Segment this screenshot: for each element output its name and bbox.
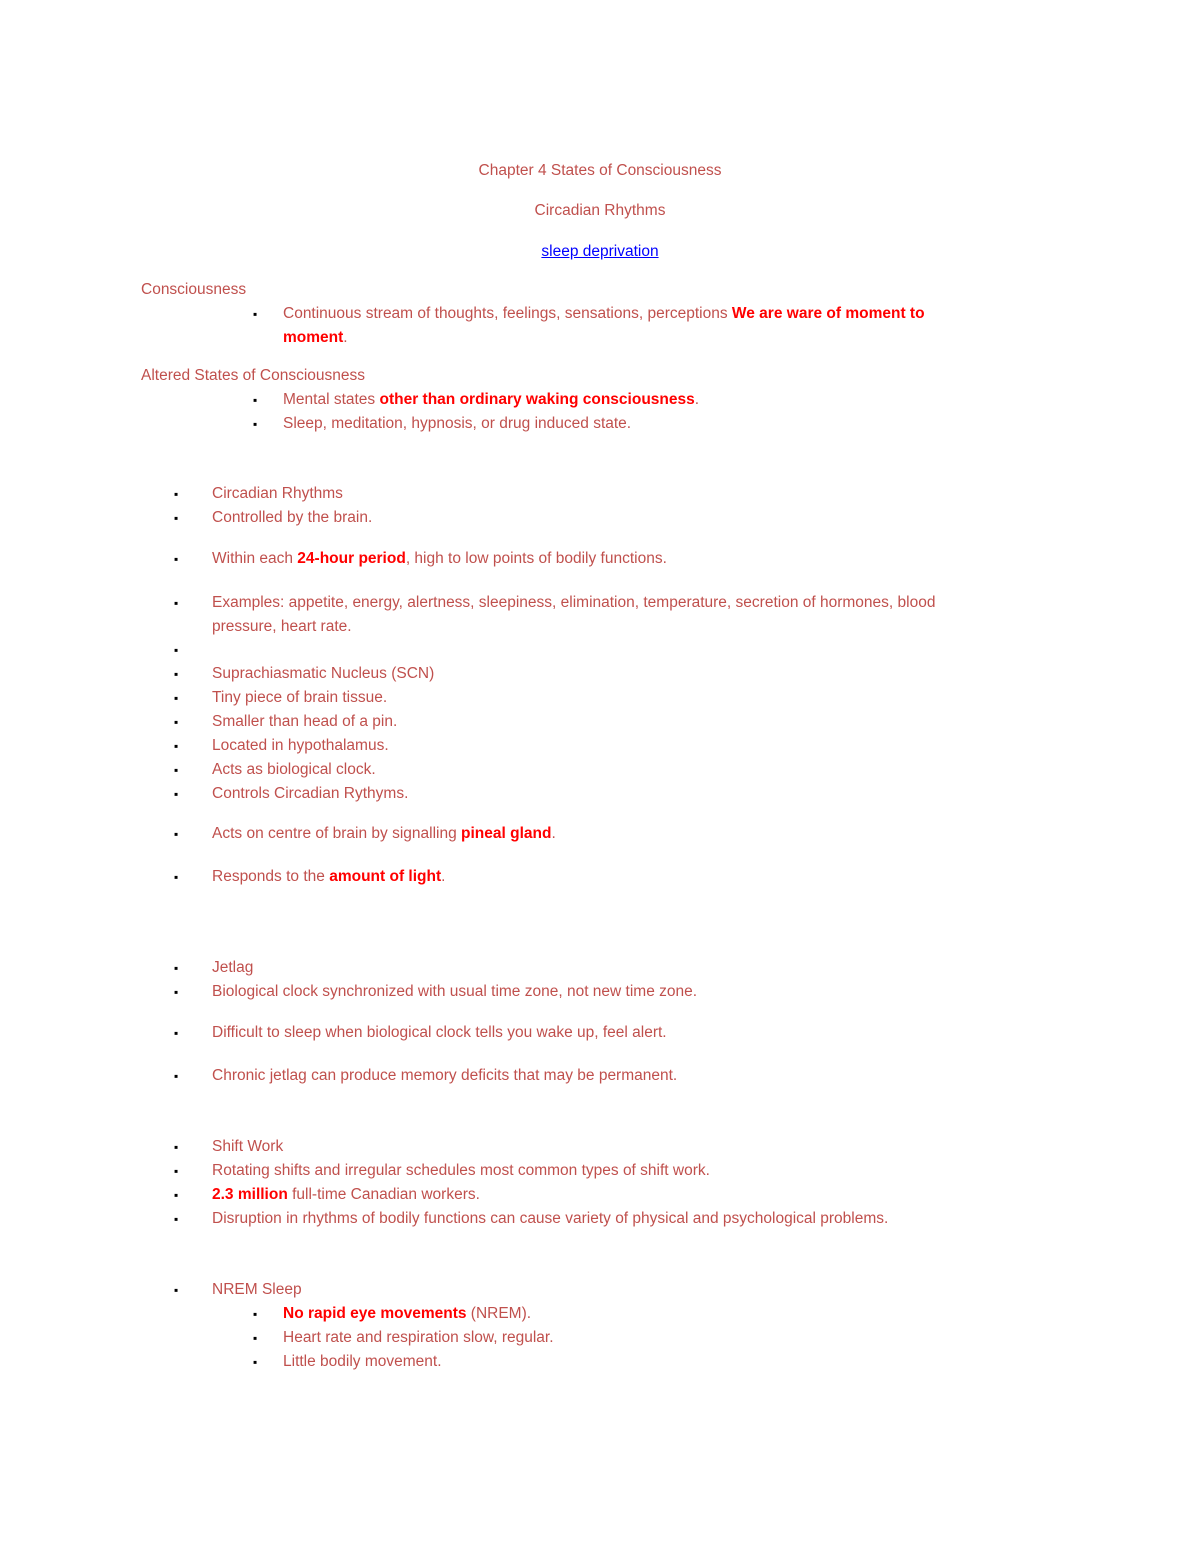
- nrem-sub-3: Little bodily movement.: [283, 1353, 442, 1370]
- consciousness-item-1: [283, 305, 925, 323]
- emphasis-text: pineal gland: [461, 825, 552, 842]
- text-run: full-time Canadian workers.: [287, 1186, 480, 1203]
- bullet-icon: ▪: [174, 787, 179, 801]
- bullet-icon: ▪: [253, 1307, 258, 1321]
- bullet-icon: ▪: [174, 1069, 179, 1083]
- text-run: .: [551, 825, 556, 842]
- page-title: Chapter 4 States of Consciousness: [478, 162, 722, 179]
- header-link-wrap: [0, 243, 1200, 261]
- jetlag-item-1: Jetlag: [212, 959, 254, 976]
- bullet-icon: ▪: [174, 985, 179, 999]
- bullet-icon: ▪: [174, 1283, 179, 1297]
- bullet-icon: ▪: [174, 961, 179, 975]
- bullet-icon: ▪: [253, 1355, 258, 1369]
- circadian-item-8: Smaller than head of a pin.: [212, 713, 398, 730]
- page-subtitle: Circadian Rhythms: [534, 202, 666, 219]
- circadian-item-4: Examples: appetite, energy, alertness, sleepiness, elimination, temperature, secretion of hormones, blood: [212, 594, 936, 611]
- shift-item-4: Disruption in rhythms of bodily functions can cause variety of physical and psychological problems.: [212, 1210, 889, 1227]
- altered-item-2: Sleep, meditation, hypnosis, or drug induced state.: [283, 415, 632, 432]
- emphasis-text: 2.3 million: [212, 1186, 288, 1203]
- bullet-icon: ▪: [253, 307, 258, 321]
- bullet-icon: ▪: [174, 667, 179, 681]
- circadian-item-3: [212, 550, 667, 568]
- circadian-item-2: Controlled by the brain.: [212, 509, 373, 526]
- shift-item-2: Rotating shifts and irregular schedules most common types of shift work.: [212, 1162, 710, 1179]
- emphasis-text: No rapid eye movements: [283, 1305, 467, 1322]
- text-run: Continuous stream of thoughts, feelings, sensations, perceptions: [283, 305, 732, 322]
- jetlag-item-4: Chronic jetlag can produce memory deficits that may be permanent.: [212, 1067, 678, 1084]
- bullet-icon: ▪: [174, 1188, 179, 1202]
- jetlag-item-3: Difficult to sleep when biological clock tells you wake up, feel alert.: [212, 1024, 667, 1041]
- text-run: .: [694, 391, 700, 408]
- text-run: .: [441, 868, 446, 885]
- emphasis-text: moment: [283, 329, 344, 346]
- bullet-icon: ▪: [174, 596, 179, 610]
- circadian-item-10: Acts as biological clock.: [212, 761, 376, 778]
- nrem-sub-1: [283, 1305, 531, 1323]
- bullet-icon: ▪: [174, 1026, 179, 1040]
- emphasis-text: other than ordinary waking consciousness: [379, 391, 695, 408]
- bullet-icon: ▪: [174, 691, 179, 705]
- text-run: Mental states: [283, 391, 380, 408]
- text-run: .: [343, 329, 348, 346]
- bullet-icon: ▪: [174, 1212, 179, 1226]
- text-run: Within each: [212, 550, 298, 567]
- shift-item-3: [212, 1186, 480, 1204]
- bullet-icon: ▪: [174, 1140, 179, 1154]
- circadian-item-13: [212, 868, 445, 886]
- bullet-icon: ▪: [174, 715, 179, 729]
- circadian-item-7: Tiny piece of brain tissue.: [212, 689, 388, 706]
- bullet-icon: ▪: [253, 1331, 258, 1345]
- altered-item-1: [283, 391, 699, 409]
- text-run: Responds to the: [212, 868, 330, 885]
- text-run: Acts on centre of brain by signalling: [212, 825, 461, 842]
- nrem-item-1: NREM Sleep: [212, 1281, 302, 1298]
- consciousness-item-1-cont: [283, 329, 348, 347]
- jetlag-item-2: Biological clock synchronized with usual time zone, not new time zone.: [212, 983, 698, 1000]
- altered-states-heading: Altered States of Consciousness: [141, 367, 366, 384]
- text-run: , high to low points of bodily functions.: [405, 550, 667, 567]
- circadian-item-12: [212, 825, 556, 843]
- bullet-icon: ▪: [174, 739, 179, 753]
- bullet-icon: ▪: [174, 1164, 179, 1178]
- bullet-icon: ▪: [174, 643, 179, 657]
- nrem-sub-2: Heart rate and respiration slow, regular.: [283, 1329, 554, 1346]
- circadian-item-scn: Suprachiasmatic Nucleus (SCN): [212, 665, 435, 682]
- emphasis-text: amount of light: [329, 868, 442, 885]
- circadian-item-4-cont: pressure, heart rate.: [212, 618, 352, 635]
- sleep-deprivation-link[interactable]: sleep deprivation: [541, 243, 659, 260]
- bullet-icon: ▪: [174, 487, 179, 501]
- bullet-icon: ▪: [253, 393, 258, 407]
- consciousness-heading: Consciousness: [141, 281, 247, 298]
- bullet-icon: ▪: [174, 870, 179, 884]
- bullet-icon: ▪: [174, 511, 179, 525]
- circadian-item-9: Located in hypothalamus.: [212, 737, 389, 754]
- circadian-item-11: Controls Circadian Rythyms.: [212, 785, 409, 802]
- shift-item-1: Shift Work: [212, 1138, 284, 1155]
- circadian-item-1: Circadian Rhythms: [212, 485, 343, 502]
- bullet-icon: ▪: [253, 417, 258, 431]
- bullet-icon: ▪: [174, 763, 179, 777]
- bullet-icon: ▪: [174, 827, 179, 841]
- text-run: (NREM).: [466, 1305, 532, 1322]
- emphasis-text: 24-hour period: [297, 550, 406, 567]
- bullet-icon: ▪: [174, 552, 179, 566]
- emphasis-text: We are ware of moment to: [731, 305, 925, 322]
